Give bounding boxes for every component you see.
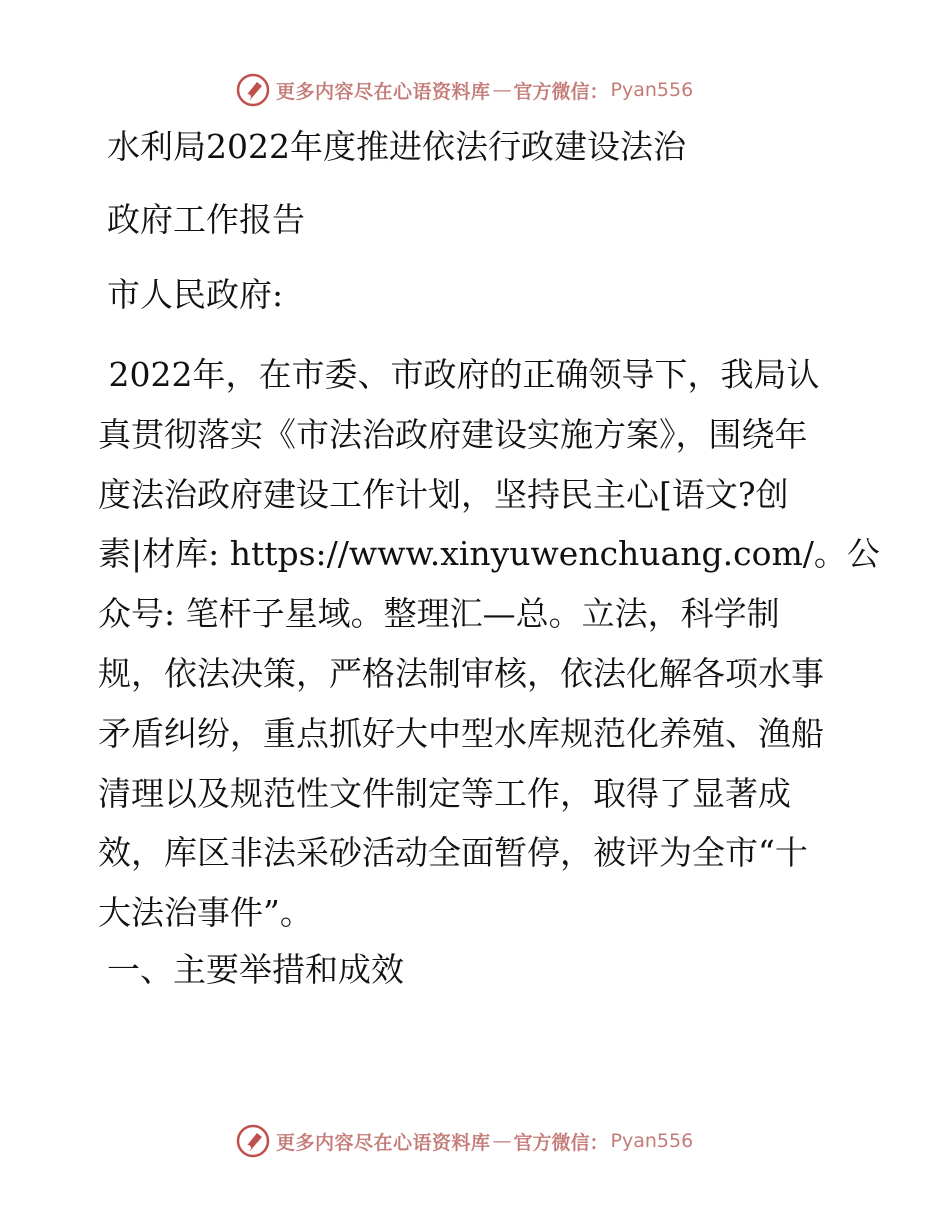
body-line: 效，库区非法采砂活动全面暂停，被评为全市“十 bbox=[98, 833, 808, 873]
body-line: 大法治事件”。 bbox=[98, 893, 313, 933]
body-line: 矛盾纠纷，重点抓好大中型水库规范化养殖、渔船 bbox=[98, 713, 824, 753]
body-line: 2022年，在市委、市政府的正确领导下，我局认 bbox=[98, 355, 820, 394]
body-line: 众号: 笔杆子星域。整理汇—总。立法，科学制 bbox=[98, 594, 780, 634]
document-title-line-2: 政府工作报告 bbox=[107, 200, 305, 239]
body-line: 真贯彻落实《市法治政府建设实施方案》，围绕年 bbox=[98, 414, 808, 454]
watermark-label: 官方微信： bbox=[513, 1131, 609, 1154]
body-line: 度法治政府建设工作计划，坚持民主心[语文?创 bbox=[98, 474, 789, 514]
watermark-banner-top bbox=[236, 73, 693, 107]
watermark-banner-bottom bbox=[236, 1124, 693, 1158]
watermark-id: Pyan556 bbox=[610, 1130, 694, 1152]
salutation: 市人民政府: bbox=[107, 275, 284, 314]
watermark-text: 更多内容尽在心语资料库 bbox=[276, 1131, 491, 1154]
watermark-separator: — bbox=[492, 1130, 512, 1152]
body-line: 素|材库: https://www.xinyuwenchuang.com/。公 bbox=[98, 534, 880, 574]
watermark-id: Pyan556 bbox=[610, 79, 694, 101]
watermark-separator: — bbox=[492, 79, 512, 101]
body-line: 清理以及规范性文件制定等工作，取得了显著成 bbox=[98, 773, 791, 813]
pen-nib-logo-icon bbox=[236, 1124, 270, 1158]
watermark-label: 官方微信： bbox=[513, 80, 609, 103]
watermark-text: 更多内容尽在心语资料库 bbox=[276, 80, 491, 103]
body-line: 规，依法决策，严格法制审核，依法化解各项水事 bbox=[98, 653, 824, 693]
document-title-line-1: 水利局2022年度推进依法行政建设法治 bbox=[107, 127, 686, 166]
body-paragraph bbox=[98, 345, 880, 943]
pen-nib-logo-icon bbox=[236, 73, 270, 107]
section-heading: 一、主要举措和成效 bbox=[107, 950, 404, 989]
